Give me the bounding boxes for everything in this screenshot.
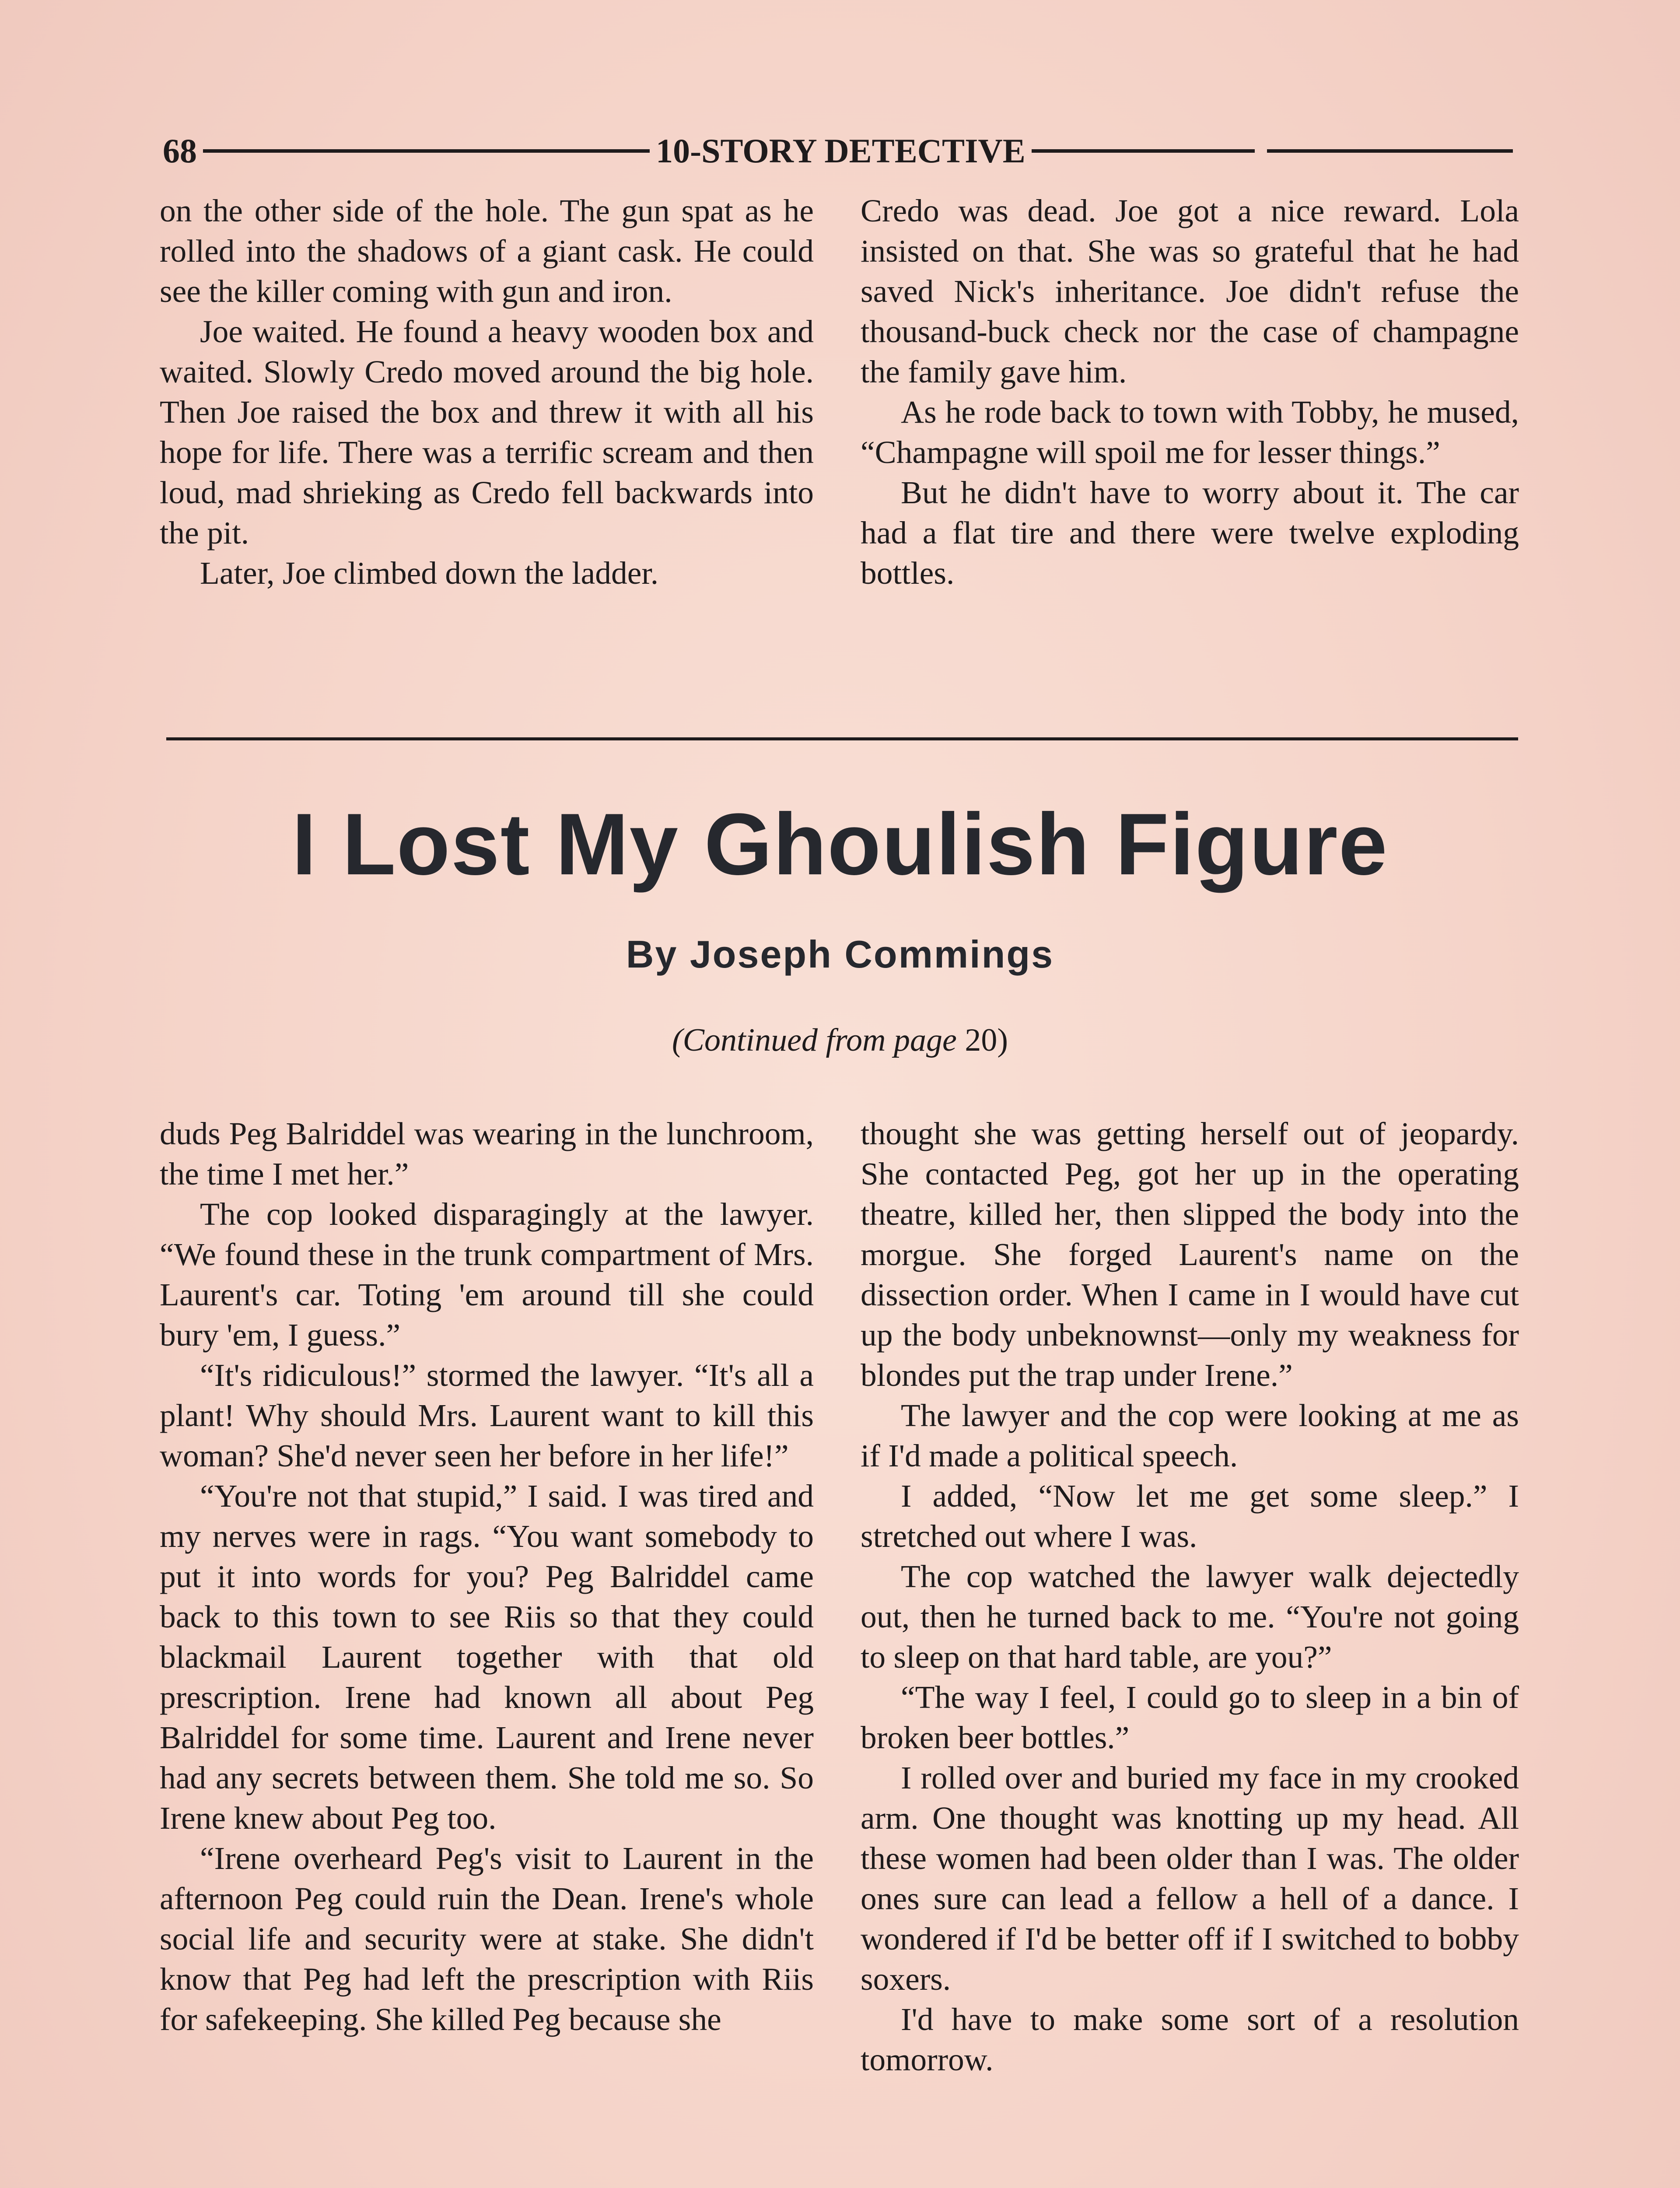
paragraph: “You're not that stupid,” I said. I was tired and my nerves were in rags. “You want somebody to put it into words for you? Peg Balriddel came back to this town to see Riis so that they could blackmail Laurent together with that old prescription. Irene had known all about Peg Balriddel for some time. Laurent and Irene never had any secrets between them. She told me so. So Irene knew about Peg too.	[160, 1478, 814, 1836]
story-right-column	[861, 1114, 1519, 2080]
paragraph: duds Peg Balriddel was wearing in the lunchroom, the time I met her.”	[160, 1116, 814, 1192]
paragraph: I'd have to make some sort of a resolution tomorrow.	[861, 2002, 1519, 2077]
header-rule-right-b	[1267, 149, 1513, 153]
paragraph: “The way I feel, I could go to sleep in a bin of broken beer bottles.”	[861, 1680, 1519, 1755]
paragraph: I rolled over and buried my face in my crooked arm. One thought was knotting up my head. All these women had been older than I was. The older ones sure can lead a fellow a hell of a dance. I wondered if I'd be better off if I switched to bobby soxers.	[861, 1760, 1519, 1997]
paragraph: Later, Joe climbed down the ladder.	[200, 555, 659, 591]
paragraph: As he rode back to town with Tobby, he mused, “Champagne will spoil me for lesser things.”	[861, 394, 1519, 470]
continued-text: (Continued from page	[672, 1022, 957, 1058]
previous-story-left-column	[160, 191, 814, 593]
paragraph: “It's ridiculous!” stormed the lawyer. “It's all a plant! Why should Mrs. Laurent want to kill this woman? She'd never seen her before in her life!”	[160, 1357, 814, 1473]
paragraph: “Irene overheard Peg's visit to Laurent in the afternoon Peg could ruin the Dean. Irene's whole social life and security were at stake. She didn't know that Peg had left the prescription with Riis for safekeeping. She killed Peg because she	[160, 1841, 814, 2037]
page-number: 68	[163, 132, 197, 170]
header-rule-left	[203, 149, 650, 153]
paragraph: I added, “Now let me get some sleep.” I stretched out where I was.	[861, 1478, 1519, 1554]
paragraph: The cop watched the lawyer walk dejectedly out, then he turned back to me. “You're not going to sleep on that hard table, are you?”	[861, 1559, 1519, 1675]
section-divider	[166, 737, 1518, 740]
header-rule-right-a	[1032, 149, 1255, 153]
paragraph: But he didn't have to worry about it. The car had a flat tire and there were twelve exploding bottles.	[861, 475, 1519, 591]
continued-page: 20)	[965, 1022, 1008, 1058]
paragraph: on the other side of the hole. The gun spat as he rolled into the shadows of a giant cask. He could see the killer coming with gun and iron.	[160, 193, 814, 309]
paragraph: Joe waited. He found a heavy wooden box and waited. Slowly Credo moved around the big hole. Then Joe raised the box and threw it with all his hope for life. There was a terrific scream and then loud, mad shrieking as Credo fell backwards into the pit.	[160, 314, 814, 551]
paragraph: The lawyer and the cop were looking at me as if I'd made a political speech.	[861, 1398, 1519, 1473]
paragraph: Credo was dead. Joe got a nice reward. Lola insisted on that. She was so grateful that he had saved Nick's inheritance. Joe didn't refuse the thousand-buck check nor the case of champagne the family gave him.	[861, 193, 1519, 389]
paragraph: The cop looked disparagingly at the lawyer. “We found these in the trunk compartment of Mrs. Laurent's car. Toting 'em around till she could bury 'em, I guess.”	[160, 1196, 814, 1353]
continued-note	[0, 1022, 1680, 1059]
story-left-column	[160, 1114, 814, 2040]
magazine-title: 10-STORY DETECTIVE	[656, 132, 1026, 170]
story-title: I Lost My Ghoulish Figure	[292, 796, 1388, 893]
running-header	[163, 131, 1519, 171]
previous-story-right-column	[861, 191, 1519, 593]
byline: By Joseph Commings	[626, 933, 1054, 976]
paragraph: thought she was getting herself out of jeopardy. She contacted Peg, got her up in the operating theatre, killed her, then slipped the body into the morgue. She forged Laurent's name on the dissection order. When I came in I would have cut up the body unbeknownst—only my weakness for blondes put the trap under Irene.”	[861, 1116, 1519, 1393]
